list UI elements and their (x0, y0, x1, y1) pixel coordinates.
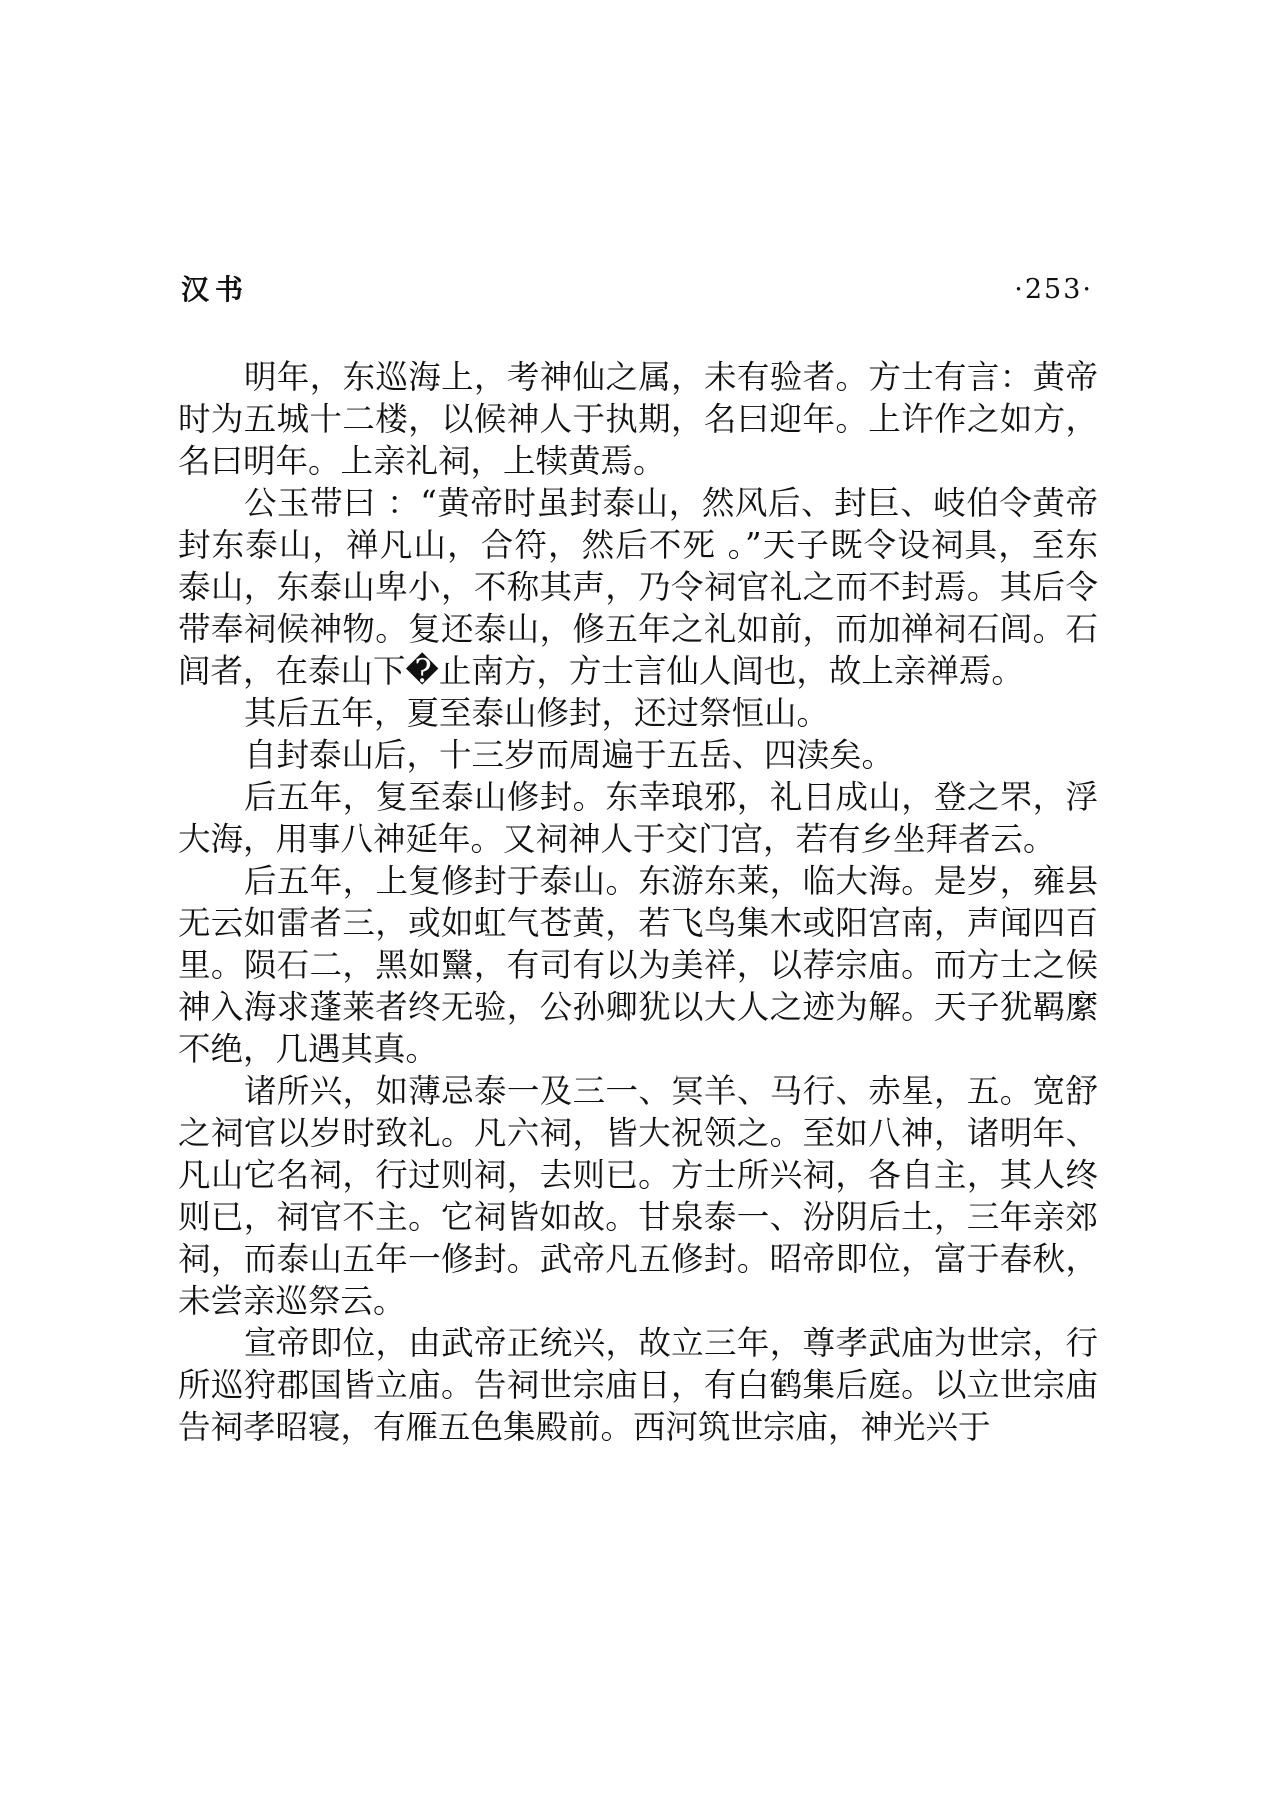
paragraph: 其后五年，夏至泰山修封，还过祭恒山。 (244, 694, 830, 732)
paragraph: 后五年，上复修封于泰山。东游东莱，临大海。是岁，雍县无云如雷者三，或如虹气苍黄，若飞鸟集木或阳宫南，声闻四百里。陨石二，黑如黳，有司有以为美祥，以荐宗庙。而方士之候神入海求蓬莱者终无验，公孙卿犹以大人之迹为解。天子犹羁縻不绝，几遇其真。 (178, 862, 1098, 1068)
paragraph: 诸所兴，如薄忌泰一及三一、冥羊、马行、赤星，五。宽舒之祠官以岁时致礼。凡六祠，皆大祝领之。至如八神，诸明年、凡山它名祠，行过则祠，去则已。方士所兴祠，各自主，其人终则已，祠官不主。它祠皆如故。甘泉泰一、汾阴后土，三年亲郊祠，而泰山五年一修封。武帝凡五修封。昭帝即位，富于春秋，未尝亲巡祭云。 (178, 1072, 1098, 1320)
page-body (178, 356, 1098, 1448)
paragraph: 公玉带曰 ：“黄帝时虽封泰山，然风后、封巨、岐伯令黄帝封东泰山，禅凡山，合符，然后不死 。”天子既令设祠具，至东泰山，东泰山卑小，不称其声，乃令祠官礼之而不封焉。其后令带奉祠候神物。复还泰山，修五年之礼如前，而加禅祠石闾。石闾者，在泰山下�止南方，方士言仙人闾也，故上亲禅焉。 (178, 484, 1098, 690)
running-head (181, 272, 1093, 308)
paragraph: 自封泰山后，十三岁而周遍于五岳、四渎矣。 (244, 736, 895, 774)
paragraph: 后五年，复至泰山修封。东幸琅邪，礼日成山，登之罘，浮大海，用事八神延年。又祠神人于交门宫，若有乡坐拜者云。 (178, 778, 1098, 858)
page-number: ·253· (1014, 274, 1093, 305)
book-title: 汉书 (181, 273, 250, 306)
paragraph: 宣帝即位，由武帝正统兴，故立三年，尊孝武庙为世宗，行所巡狩郡国皆立庙。告祠世宗庙日，有白鹤集后庭。以立世宗庙告祠孝昭寝，有雁五色集殿前。西河筑世宗庙，神光兴于 (178, 1324, 1098, 1446)
paragraph: 明年，东巡海上，考神仙之属，未有验者。方士有言：黄帝时为五城十二楼，以候神人于执期，名曰迎年。上许作之如方，名曰明年。上亲礼祠，上犊黄焉。 (178, 358, 1098, 480)
